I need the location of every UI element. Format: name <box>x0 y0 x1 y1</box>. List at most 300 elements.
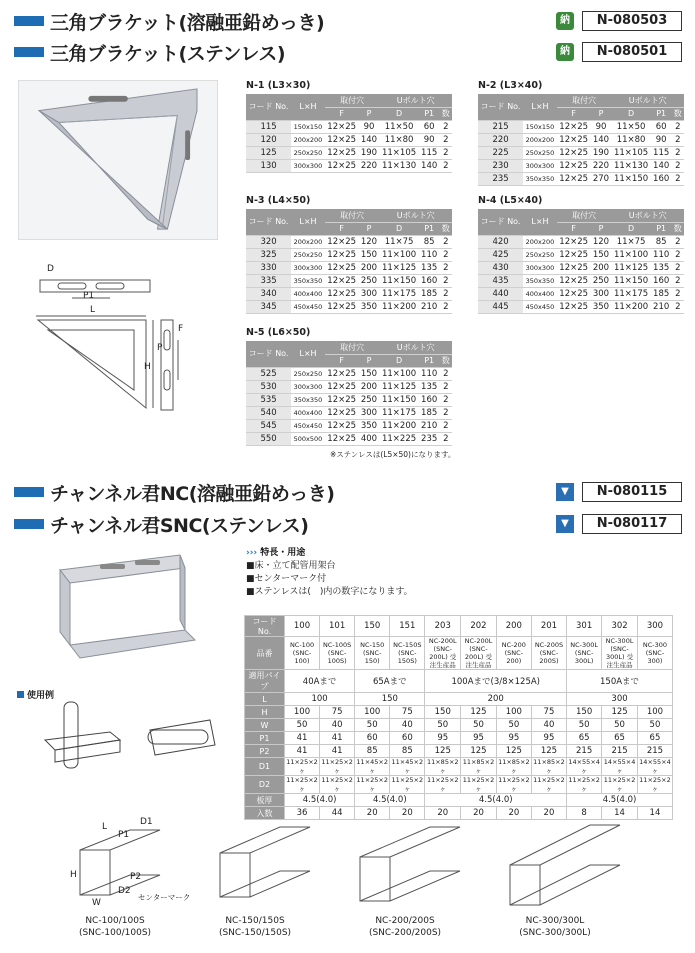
drawing-caption-model: NC-100/100S <box>85 916 145 926</box>
table-row <box>246 380 452 393</box>
table-cell: 50 <box>355 719 390 732</box>
table-cell: 12×25 <box>325 406 359 419</box>
table-cell: 110 <box>419 367 440 380</box>
table-cell: 160 <box>419 274 440 287</box>
table-cell: 210 <box>419 419 440 432</box>
table-cell: 350 <box>359 300 380 313</box>
table-cell: 525 <box>246 367 291 380</box>
col-header: F <box>325 354 359 367</box>
table-cell: 60 <box>651 120 672 133</box>
header-bar-icon <box>14 47 44 57</box>
table-cell: 300x300 <box>523 159 557 172</box>
table-cell: 100 <box>285 706 320 719</box>
table-row <box>245 719 673 732</box>
table-cell: 90 <box>591 120 612 133</box>
dim-label-f: F <box>178 324 184 334</box>
table-cell: 12×25 <box>557 172 591 185</box>
table-cell: 300 <box>637 616 672 637</box>
table-cell: 65Aまで <box>355 670 425 693</box>
table-cell: 200x200 <box>291 235 325 248</box>
table-cell: 11×80 <box>379 133 418 146</box>
table-cell: 330 <box>246 261 291 274</box>
table-row <box>245 732 673 745</box>
bracket-table <box>246 209 452 314</box>
channel-photo <box>30 550 200 665</box>
dim-label-l: L <box>90 305 96 315</box>
table-cell: 2 <box>672 120 684 133</box>
feature-item: ■ステンレスは( )内の数字になります。 <box>246 587 413 597</box>
col-header: P <box>359 222 380 235</box>
section-header-1 <box>14 10 682 32</box>
table-cell: 2 <box>672 261 684 274</box>
col-header-lxh: L×H <box>291 341 325 367</box>
table-cell: 85 <box>355 745 390 758</box>
table-cell: 85 <box>390 745 425 758</box>
table-cell: 75 <box>390 706 425 719</box>
table-cell: 11×85×2ヶ <box>425 758 461 776</box>
table-cell: 2 <box>672 159 684 172</box>
col-header: P1 <box>419 222 440 235</box>
table-cell: 12×25 <box>325 274 359 287</box>
table-row <box>246 235 452 248</box>
table-cell: 110 <box>651 248 672 261</box>
col-header-code: コード No. <box>478 94 523 120</box>
table-cell: 11×105 <box>379 146 418 159</box>
drawing-caption-stainless: (SNC-100/100S) <box>78 928 152 938</box>
table-cell: 100 <box>285 693 355 706</box>
table-cell: 90 <box>359 120 380 133</box>
table-cell: 185 <box>651 287 672 300</box>
table-cell: 11×25×2ヶ <box>602 776 638 794</box>
table-cell: 41 <box>285 745 320 758</box>
header-bar-icon <box>14 16 44 26</box>
col-header-lxh: L×H <box>291 94 325 120</box>
product-code: N-080503 <box>582 11 682 31</box>
table-cell: 101 <box>320 616 355 637</box>
section-header-2 <box>14 41 682 63</box>
table-cell: 44 <box>320 807 355 820</box>
table-cell: 2 <box>440 287 452 300</box>
table-cell: 300x300 <box>523 261 557 274</box>
table-cell: 350 <box>591 300 612 313</box>
table-cell: 12×25 <box>557 159 591 172</box>
table-cell: 11×25×2ヶ <box>425 776 461 794</box>
table-cell: 300 <box>359 287 380 300</box>
col-header-mount: 取付穴 <box>557 209 612 222</box>
drawing-caption-model: NC-200/200S <box>375 916 435 926</box>
table-cell: 11×130 <box>379 159 418 172</box>
table-cell: 250 <box>359 274 380 287</box>
table-caption: N-4 (L5×40) <box>478 195 543 206</box>
table-row <box>246 120 452 133</box>
section-title: 三角ブラケット(溶融亜鉛めっき) <box>50 11 325 34</box>
table-cell: 12×25 <box>325 261 359 274</box>
table-cell: 11×150 <box>379 393 418 406</box>
col-header-lxh: L×H <box>523 209 557 235</box>
table-cell: 50 <box>285 719 320 732</box>
col-header: F <box>325 222 359 235</box>
table-cell: 14×55×4ヶ <box>602 758 638 776</box>
row-header: D2 <box>245 776 285 794</box>
table-cell: 450x450 <box>291 419 325 432</box>
table-cell: 150 <box>425 706 461 719</box>
table-cell: 11×105 <box>611 146 650 159</box>
product-code: N-080117 <box>582 514 682 534</box>
table-cell: 150x150 <box>523 120 557 133</box>
product-code: N-080115 <box>582 482 682 502</box>
table-row <box>478 248 684 261</box>
table-cell: 65 <box>567 732 602 745</box>
table-cell: 350x350 <box>523 274 557 287</box>
table-cell: 11×25×2ヶ <box>533 776 565 793</box>
col-header: P <box>591 222 612 235</box>
table-cell: 12×25 <box>325 235 359 248</box>
table-cell: 11×85×2ヶ <box>498 758 530 775</box>
table-cell: NC-300L (SNC-300L) 受注生産品 <box>602 637 638 670</box>
table-cell: 200 <box>591 261 612 274</box>
col-header-code: コード No. <box>246 341 291 367</box>
table-cell: 125 <box>246 146 291 159</box>
col-header-ubolt: Uボルト穴 <box>611 94 684 107</box>
table-cell: 185 <box>419 406 440 419</box>
table-cell: 250x250 <box>523 146 557 159</box>
table-cell: 335 <box>246 274 291 287</box>
table-cell: 75 <box>320 706 355 719</box>
col-header: P1 <box>419 107 440 120</box>
table-cell: 150 <box>591 248 612 261</box>
table-cell: 11×25×2ヶ <box>286 758 318 775</box>
table-cell: 2 <box>440 248 452 261</box>
table-cell: NC-100S (SNC-100S) <box>320 637 355 670</box>
table-cell: 4.5(4.0) <box>285 794 355 807</box>
table-cell: 41 <box>285 732 320 745</box>
table-cell: NC-200L (SNC-200L) 受注生産品 <box>425 637 461 670</box>
bracket-note: ※ステンレスは(L5×50)になります。 <box>330 450 456 459</box>
table-cell: 300 <box>567 693 673 706</box>
use-example-text: 使用例 <box>27 691 55 701</box>
table-cell: 115 <box>246 120 291 133</box>
table-cell: 60 <box>355 732 390 745</box>
table-cell: 2 <box>672 133 684 146</box>
table-cell: 95 <box>531 732 566 745</box>
delivery-icon: 納 <box>556 12 574 30</box>
table-cell: 250 <box>591 274 612 287</box>
table-cell: 550 <box>246 432 291 445</box>
table-cell: 11×100 <box>379 367 418 380</box>
col-header: D <box>379 107 418 120</box>
table-cell: 12×25 <box>325 300 359 313</box>
table-cell: 200 <box>359 261 380 274</box>
col-header-code: コード No. <box>246 94 291 120</box>
table-cell: 41 <box>320 745 355 758</box>
table-row <box>478 133 684 146</box>
table-cell: 100Aまで(3/8×125A) <box>425 670 567 693</box>
table-cell: 150 <box>567 706 602 719</box>
table-cell: 12×25 <box>325 248 359 261</box>
table-row <box>478 287 684 300</box>
table-cell: 36 <box>285 807 320 820</box>
dim-label-d2: D2 <box>118 886 131 896</box>
table-cell: 325 <box>246 248 291 261</box>
table-cell: 2 <box>440 146 452 159</box>
table-cell: 12×25 <box>557 287 591 300</box>
table-cell: 185 <box>419 287 440 300</box>
dim-label-p1: P1 <box>83 291 95 301</box>
table-cell: 2 <box>440 159 452 172</box>
table-cell: 41 <box>320 732 355 745</box>
table-cell: 120 <box>359 235 380 248</box>
table-cell: 2 <box>440 133 452 146</box>
table-cell: 11×130 <box>611 159 650 172</box>
table-cell: 12×25 <box>557 248 591 261</box>
table-cell: NC-300 (SNC-300) <box>637 637 672 670</box>
table-cell: 250x250 <box>291 146 325 159</box>
table-cell: 125 <box>602 706 638 719</box>
table-cell: 120 <box>591 235 612 248</box>
table-cell: 115 <box>419 146 440 159</box>
table-cell: 430 <box>478 261 523 274</box>
table-cell: 200x200 <box>291 133 325 146</box>
table-cell: 160 <box>651 172 672 185</box>
table-cell: 2 <box>440 380 452 393</box>
section-title: チャンネル君SNC(ステンレス) <box>50 514 309 537</box>
table-cell: 11×125 <box>611 261 650 274</box>
table-row <box>246 432 452 445</box>
table-cell: 2 <box>440 300 452 313</box>
table-cell: 11×125 <box>379 380 418 393</box>
col-header-code: コード No. <box>478 209 523 235</box>
row-header: 適用パイプ <box>245 670 285 693</box>
table-row <box>245 670 673 693</box>
table-cell: 12×25 <box>325 367 359 380</box>
table-cell: 150Aまで <box>567 670 673 693</box>
table-cell: 50 <box>567 719 602 732</box>
table-row <box>478 235 684 248</box>
table-cell: 11×200 <box>611 300 650 313</box>
table-cell: 40 <box>320 719 355 732</box>
table-row <box>245 776 673 794</box>
drawing-caption <box>200 915 310 939</box>
table-cell: 350x350 <box>523 172 557 185</box>
col-header: D <box>379 222 418 235</box>
table-cell: 140 <box>591 133 612 146</box>
table-cell: 20 <box>496 807 531 820</box>
table-cell: NC-300L (SNC-300L) <box>567 637 602 670</box>
table-cell: 14×55×4ヶ <box>568 758 600 775</box>
table-cell: 75 <box>531 706 566 719</box>
table-cell: 90 <box>651 133 672 146</box>
section-header-4 <box>14 513 682 535</box>
table-cell: 11×175 <box>379 406 418 419</box>
table-cell: 125 <box>425 745 461 758</box>
table-cell: 135 <box>419 261 440 274</box>
drawing-caption <box>350 915 460 939</box>
table-cell: 200 <box>359 380 380 393</box>
table-row <box>246 406 452 419</box>
drawing-caption-model: NC-150/150S <box>225 916 285 926</box>
table-cell: 230 <box>478 159 523 172</box>
table-row <box>246 300 452 313</box>
col-header: F <box>557 222 591 235</box>
table-cell: 130 <box>246 159 291 172</box>
table-row <box>478 146 684 159</box>
col-header-ubolt: Uボルト穴 <box>379 209 452 222</box>
table-cell: NC-200 (SNC-200) <box>496 637 531 670</box>
table-cell: 11×75 <box>611 235 650 248</box>
table-cell: 120 <box>246 133 291 146</box>
table-cell: 12×25 <box>325 159 359 172</box>
table-cell: 2 <box>440 274 452 287</box>
table-cell: NC-100 (SNC-100) <box>285 637 320 670</box>
table-cell: 11×200 <box>379 300 418 313</box>
table-cell: 235 <box>419 432 440 445</box>
table-cell: 65 <box>602 732 638 745</box>
table-cell: 135 <box>419 380 440 393</box>
table-cell: 350x350 <box>291 274 325 287</box>
table-cell: 220 <box>591 159 612 172</box>
table-caption: N-5 (L6×50) <box>246 327 311 338</box>
table-cell: 40 <box>390 719 425 732</box>
table-row <box>246 248 452 261</box>
table-row <box>246 133 452 146</box>
table-cell: 60 <box>390 732 425 745</box>
col-header: P <box>359 354 380 367</box>
table-cell: 2 <box>440 120 452 133</box>
table-cell: 300x300 <box>291 261 325 274</box>
table-cell: 90 <box>419 133 440 146</box>
features-heading-text: 特長・用途 <box>260 548 306 558</box>
col-header: F <box>557 107 591 120</box>
table-caption: N-2 (L3×40) <box>478 80 543 91</box>
table-cell: 12×25 <box>557 120 591 133</box>
table-cell: 11×100 <box>379 248 418 261</box>
drawing-caption-model: NC-300/300L <box>525 916 585 926</box>
table-cell: 202 <box>461 616 497 637</box>
table-cell: 11×25×2ヶ <box>639 776 671 793</box>
table-cell: 12×25 <box>557 300 591 313</box>
features-box <box>246 547 413 599</box>
table-cell: 150 <box>355 693 425 706</box>
table-cell: 445 <box>478 300 523 313</box>
table-cell: 50 <box>637 719 672 732</box>
col-header-ubolt: Uボルト穴 <box>379 341 452 354</box>
table-cell: 2 <box>440 419 452 432</box>
table-cell: 225 <box>478 146 523 159</box>
row-header: P1 <box>245 732 285 745</box>
table-cell: 220 <box>478 133 523 146</box>
col-header-ubolt: Uボルト穴 <box>611 209 684 222</box>
table-cell: 500x500 <box>291 432 325 445</box>
table-cell: 12×25 <box>325 133 359 146</box>
table-cell: 220 <box>359 159 380 172</box>
section-title: 三角ブラケット(ステンレス) <box>50 42 286 65</box>
channel-spec-table <box>244 615 673 820</box>
table-cell: 125 <box>461 745 497 758</box>
table-cell: 2 <box>440 235 452 248</box>
table-row <box>246 159 452 172</box>
table-cell: 11×85×2ヶ <box>461 758 497 776</box>
table-row <box>246 393 452 406</box>
table-cell: 11×25×2ヶ <box>286 776 318 793</box>
table-cell: 4.5(4.0) <box>355 794 425 807</box>
col-header-lxh: L×H <box>291 209 325 235</box>
dim-label-h: H <box>70 870 77 880</box>
table-cell: 545 <box>246 419 291 432</box>
drawing-caption <box>495 915 615 939</box>
table-cell: 200x200 <box>523 235 557 248</box>
row-header: 入数 <box>245 807 285 820</box>
chevron-right-icon: ››› <box>246 548 258 558</box>
table-cell: 150 <box>355 616 390 637</box>
col-header-mount: 取付穴 <box>557 94 612 107</box>
table-cell: 20 <box>425 807 461 820</box>
drawing-caption-stainless: (SNC-200/200S) <box>368 928 442 938</box>
table-cell: 150 <box>359 367 380 380</box>
table-cell: 125 <box>496 745 531 758</box>
table-cell: 400 <box>359 432 380 445</box>
table-cell: 11×25×2ヶ <box>498 776 530 793</box>
table-row <box>245 693 673 706</box>
table-cell: 11×25×2ヶ <box>356 776 388 793</box>
table-cell: 14 <box>602 807 638 820</box>
dim-label-p2: P2 <box>130 872 142 882</box>
table-cell: 12×25 <box>325 393 359 406</box>
table-cell: 300 <box>359 406 380 419</box>
table-cell: 12×25 <box>325 287 359 300</box>
col-header: P1 <box>419 354 440 367</box>
table-cell: 50 <box>425 719 461 732</box>
table-cell: 100 <box>285 616 320 637</box>
table-cell: 2 <box>440 406 452 419</box>
table-row <box>478 159 684 172</box>
col-header: D <box>379 354 418 367</box>
dim-label-w: W <box>92 898 101 908</box>
drawing-caption-stainless: (SNC-300/300L) <box>519 928 591 938</box>
row-header: コードNo. <box>245 616 285 637</box>
row-header: L <box>245 693 285 706</box>
table-cell: NC-150 (SNC-150) <box>355 637 390 670</box>
table-cell: 535 <box>246 393 291 406</box>
table-cell: 11×225 <box>379 432 418 445</box>
table-cell: 300 <box>591 287 612 300</box>
table-cell: 20 <box>390 807 425 820</box>
table-cell: 100 <box>355 706 390 719</box>
bracket-table <box>246 341 452 446</box>
table-row <box>246 367 452 380</box>
table-cell: 12×25 <box>325 419 359 432</box>
table-cell: 435 <box>478 274 523 287</box>
table-cell: 11×150 <box>611 274 650 287</box>
table-cell: 14×55×4ヶ <box>639 758 671 775</box>
table-cell: 2 <box>440 432 452 445</box>
table-cell: 300x300 <box>291 380 325 393</box>
table-cell: 420 <box>478 235 523 248</box>
dim-label-d: D <box>47 264 54 274</box>
table-cell: 200x200 <box>523 133 557 146</box>
table-cell: 215 <box>602 745 638 758</box>
table-cell: 40 <box>531 719 566 732</box>
table-cell: 340 <box>246 287 291 300</box>
table-cell: 12×25 <box>557 235 591 248</box>
table-cell: 50 <box>461 719 497 732</box>
table-cell: 2 <box>440 393 452 406</box>
dropdown-icon: ▼ <box>556 515 574 533</box>
table-cell: NC-200L (SNC-200L) 受注生産品 <box>461 637 497 670</box>
table-cell: 350 <box>359 419 380 432</box>
product-code: N-080501 <box>582 42 682 62</box>
table-cell: 20 <box>461 807 497 820</box>
row-header: 板厚 <box>245 794 285 807</box>
